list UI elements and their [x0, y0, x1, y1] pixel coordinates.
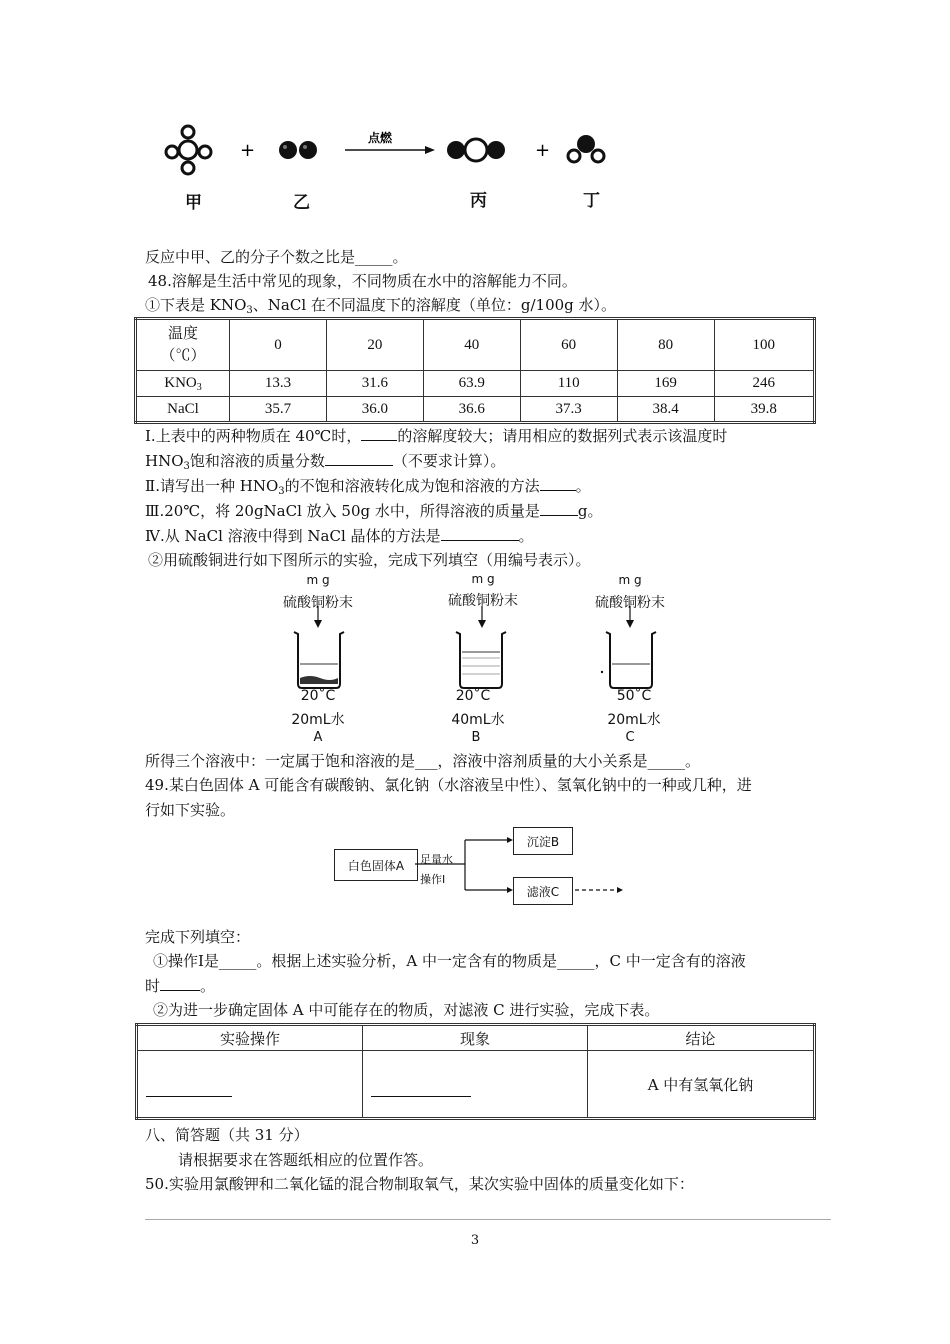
beaker-b-powder: 硫酸铜粉末	[448, 593, 518, 609]
q49-fill: 完成下列填空：	[145, 928, 251, 946]
q47-ratio: 反应中甲、乙的分子个数之比是_____。	[145, 248, 408, 266]
beaker-b-id: B	[471, 730, 481, 745]
q49-intro-1: 49.某白色固体 A 可能含有碳酸钠、氯化钠（水溶液呈中性）、氢氧化钠中的一种或几种，进	[145, 776, 752, 794]
q48-intro: 48.溶解是生活中常见的现象，不同物质在水中的溶解能力不同。	[148, 272, 577, 290]
q48-iii: Ⅲ.20℃，将 20gNaCl 放入 50g 水中，所得溶液的质量是 g。	[145, 502, 603, 520]
q48-part1: ①下表是 $KNO_3$、NaCl 在不同温度下的溶解度（单位：g/100g 水）。	[145, 296, 617, 316]
label-yi: 乙	[293, 193, 310, 213]
beaker-a-water: 20mL水	[291, 712, 345, 728]
beaker-a-temp: 20˚C	[300, 688, 336, 704]
q49-intro-2: 行如下实验。	[145, 801, 236, 819]
temp-cell: 80	[617, 319, 714, 371]
table-cell: 36.0	[326, 397, 423, 423]
label-ding: 丁	[583, 191, 600, 211]
solubility-table	[134, 317, 816, 424]
table-cell: 63.9	[423, 371, 520, 397]
beaker-c-mass: m g	[618, 573, 642, 587]
q48-part2: ②用硫酸铜进行如下图所示的实验，完成下列填空（用编号表示）。	[148, 551, 591, 569]
table-cell: 37.3	[520, 397, 617, 423]
q49-p1-line1: ①操作Ⅰ是_____。根据上述实验分析，A 中一定含有的物质是_____，C 中一定含有的溶液	[153, 952, 746, 970]
flow-step-top: 足量水	[420, 853, 453, 866]
arrow-label: 点燃	[368, 131, 393, 145]
beaker-a-mass: m g	[306, 573, 330, 587]
beaker-b-water: 40mL水	[451, 712, 505, 728]
q49-p1-line2: 时 。	[145, 977, 216, 995]
flow-arrows	[415, 830, 630, 910]
beaker-a-powder: 硫酸铜粉末	[283, 595, 353, 611]
table-cell: 38.4	[617, 397, 714, 423]
table-cell: 31.6	[326, 371, 423, 397]
flow-filtrate-box: 滤液C	[513, 877, 573, 905]
section8-title: 八、简答题（共 31 分）	[145, 1126, 309, 1144]
row-label-kno3: $KNO_3$	[136, 371, 230, 397]
flow-step-bottom: 操作Ⅰ	[420, 873, 446, 886]
beaker-a-id: A	[313, 730, 323, 745]
reaction-diagram	[150, 110, 630, 190]
label-bing: 丙	[470, 191, 487, 211]
operation-cell	[137, 1051, 363, 1119]
section8-instruction: 请根据要求在答题纸相应的位置作答。	[178, 1151, 434, 1169]
q48-i-line2: $HNO_3$饱和溶液的质量分数 （不要求计算）。	[145, 452, 506, 472]
temp-cell: 40	[423, 319, 520, 371]
beaker-c-temp: 50˚C	[616, 688, 652, 704]
table-cell: 36.6	[423, 397, 520, 423]
beaker-b-temp: 20˚C	[455, 688, 491, 704]
conclusion-cell: A 中有氢氧化钠	[588, 1051, 815, 1119]
table-cell: 246	[714, 371, 814, 397]
q49-p2: ②为进一步确定固体 A 中可能存在的物质，对滤液 C 进行实验，完成下表。	[153, 1001, 660, 1019]
molecule-jia	[166, 126, 211, 174]
q48-result: 所得三个溶液中：一定属于饱和溶液的是___，溶液中溶剂质量的大小关系是_____。	[145, 752, 701, 770]
phenomenon-cell	[363, 1051, 588, 1119]
flow-precipitate-box: 沉淀B	[513, 827, 573, 855]
q48-ii: Ⅱ.请写出一种 $HNO_3$的不饱和溶液转化成为饱和溶液的方法 。	[145, 477, 591, 497]
molecule-bing	[447, 139, 505, 161]
plus-sign: +	[240, 140, 256, 161]
temp-header: 温度 （℃）	[136, 319, 230, 371]
header-phenomenon: 现象	[363, 1025, 588, 1051]
experiment-table	[135, 1023, 816, 1120]
table-cell: 35.7	[230, 397, 327, 423]
molecule-ding	[568, 135, 604, 162]
beaker-b-mass: m g	[471, 572, 495, 586]
label-jia: 甲	[185, 193, 202, 213]
beaker-drawings	[280, 606, 680, 692]
page-number: 3	[470, 1233, 480, 1248]
temp-cell: 100	[714, 319, 814, 371]
molecule-yi	[279, 141, 317, 159]
header-operation: 实验操作	[137, 1025, 363, 1051]
table-cell: 13.3	[230, 371, 327, 397]
footer-rule	[145, 1219, 831, 1220]
beaker-c-id: C	[625, 730, 635, 745]
q50-text: 50.实验用氯酸钾和二氧化锰的混合物制取氧气，某次实验中固体的质量变化如下：	[145, 1175, 694, 1193]
row-label-nacl: NaCl	[136, 397, 230, 423]
q48-i-line1: Ⅰ.上表中的两种物质在 40℃时， 的溶解度较大；请用相应的数据列式表示该温度时	[145, 427, 728, 445]
table-cell: 110	[520, 371, 617, 397]
flow-start-box: 白色固体A	[334, 849, 418, 881]
beaker-c-water: 20mL水	[607, 712, 661, 728]
table-cell: 169	[617, 371, 714, 397]
temp-cell: 20	[326, 319, 423, 371]
q48-iv: Ⅳ.从 NaCl 溶液中得到 NaCl 晶体的方法是 。	[145, 527, 534, 545]
temp-cell: 0	[230, 319, 327, 371]
header-conclusion: 结论	[588, 1025, 815, 1051]
beaker-c-powder: 硫酸铜粉末	[595, 595, 665, 611]
plus-sign-2: +	[535, 140, 551, 161]
temp-cell: 60	[520, 319, 617, 371]
table-cell: 39.8	[714, 397, 814, 423]
